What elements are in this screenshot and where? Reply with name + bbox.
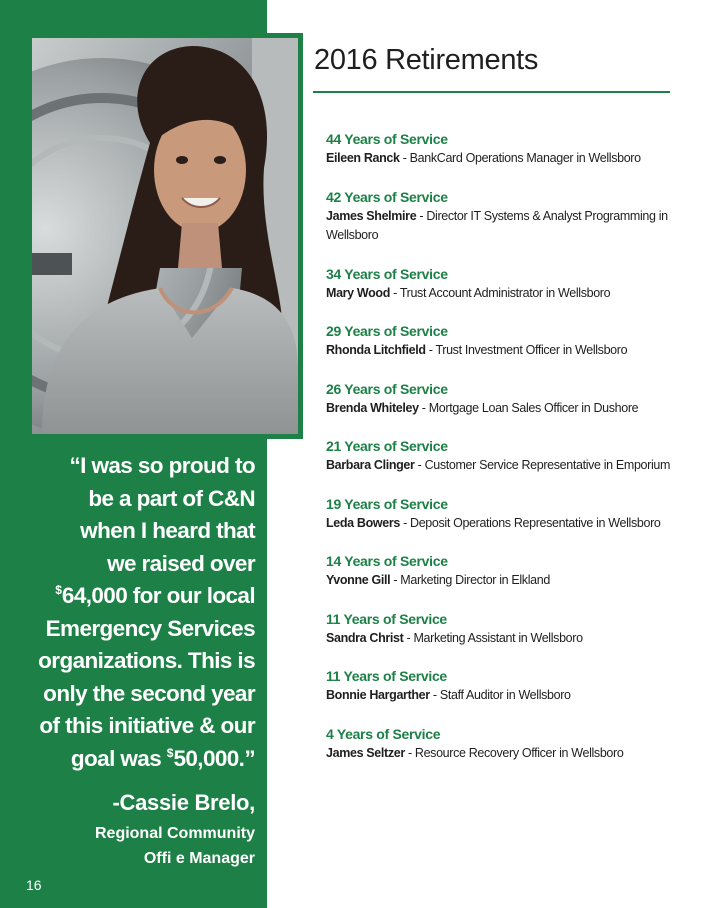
retiree-name: Brenda Whiteley — [326, 400, 419, 415]
portrait-photo — [32, 38, 298, 434]
retiree-description — [326, 456, 671, 476]
list-item — [326, 265, 671, 304]
years-of-service: 42 Years of Service — [326, 188, 448, 205]
retiree-detail: - Resource Recovery Officer in Wellsboro — [404, 745, 624, 760]
quote-line: when I heard that — [80, 518, 255, 543]
list-item — [326, 322, 671, 361]
quote-line — [22, 743, 255, 776]
years-of-service: 34 Years of Service — [326, 265, 448, 282]
retiree-name: Sandra Christ — [326, 630, 404, 645]
list-item — [326, 380, 671, 419]
retiree-description — [326, 571, 671, 591]
retirements-list — [326, 130, 671, 782]
retiree-name: James Shelmire — [326, 208, 417, 223]
retiree-name: Leda Bowers — [326, 515, 400, 530]
retiree-detail: - Marketing Director in Elkland — [390, 573, 550, 587]
quote-line: be a part of C&N — [88, 485, 255, 511]
years-of-service: 44 Years of Service — [326, 131, 448, 147]
dollar-superscript: $ — [166, 745, 174, 760]
dollar-superscript: $ — [55, 583, 62, 597]
quote-line: we raised over — [107, 550, 255, 576]
years-of-service: 21 Years of Service — [326, 438, 448, 454]
retiree-name: Rhonda Litchfield — [326, 343, 426, 357]
list-item — [326, 552, 671, 591]
years-of-service: 29 Years of Service — [326, 323, 448, 339]
retiree-description — [326, 744, 671, 764]
retiree-detail: - Staff Auditor in Wellsboro — [429, 688, 571, 702]
heading-divider — [313, 91, 670, 93]
quote-text: goal was — [70, 745, 167, 771]
page-number: 16 — [26, 877, 42, 893]
retiree-detail: - BankCard Operations Manager in Wellsboro — [399, 151, 641, 165]
quote-amount: 64,000 for our local — [61, 583, 255, 608]
retiree-detail: - Director IT Systems & Analyst Programming in Wellsboro — [326, 208, 668, 242]
quote-line: organizations. This is — [38, 648, 255, 673]
list-item — [326, 130, 671, 169]
years-of-service: 14 Years of Service — [326, 553, 448, 569]
quote-goal: 50,000.” — [173, 745, 255, 771]
quote-line: of this initiative & our — [39, 713, 255, 738]
retiree-name: James Seltzer — [326, 745, 405, 760]
list-item — [326, 495, 671, 534]
years-of-service: 11 Years of Service — [326, 668, 447, 684]
retiree-name: Yvonne Gill — [326, 573, 391, 587]
retiree-detail: - Deposit Operations Representative in Wellsboro — [399, 515, 661, 530]
retiree-description — [326, 149, 671, 169]
years-of-service: 19 Years of Service — [326, 495, 448, 512]
retiree-detail: - Trust Investment Officer in Wellsboro — [425, 343, 628, 357]
quote-line: Emergency Services — [45, 615, 255, 641]
list-item — [326, 725, 671, 764]
pull-quote — [22, 450, 255, 775]
attribution-role-line: Offi e Manager — [143, 850, 255, 867]
list-item — [326, 610, 671, 649]
attribution-name: -Cassie Brelo, — [112, 790, 255, 815]
retiree-description — [326, 514, 671, 534]
retiree-name: Barbara Clinger — [326, 458, 415, 472]
quote-line: only the second year — [43, 680, 255, 706]
attribution-role-line: Regional Community — [94, 825, 255, 842]
retiree-detail: - Trust Account Administrator in Wellsboro — [389, 285, 611, 300]
quote-line: “I was so proud to — [69, 453, 255, 478]
retiree-description — [326, 399, 671, 419]
list-item — [326, 667, 671, 706]
retiree-detail: - Mortgage Loan Sales Officer in Dushore — [418, 400, 639, 415]
page-title: 2016 Retirements — [314, 44, 539, 76]
retiree-description — [326, 284, 671, 304]
retiree-detail: - Marketing Assistant in Wellsboro — [403, 630, 583, 645]
retiree-description — [326, 341, 671, 361]
retiree-name: Mary Wood — [326, 285, 390, 300]
retiree-name: Bonnie Hargarther — [326, 688, 430, 702]
quote-attribution — [40, 787, 255, 871]
quote-line — [22, 580, 255, 613]
retiree-detail: - Customer Service Representative in Emporium — [414, 458, 671, 472]
years-of-service: 26 Years of Service — [326, 380, 448, 397]
list-item — [326, 188, 671, 246]
years-of-service: 4 Years of Service — [326, 725, 441, 742]
retiree-description — [326, 686, 671, 706]
years-of-service: 11 Years of Service — [326, 610, 447, 627]
retiree-description — [326, 629, 671, 649]
retiree-description — [326, 207, 671, 246]
retiree-name: Eileen Ranck — [326, 151, 400, 165]
portrait-illustration — [32, 38, 298, 434]
list-item — [326, 437, 671, 476]
